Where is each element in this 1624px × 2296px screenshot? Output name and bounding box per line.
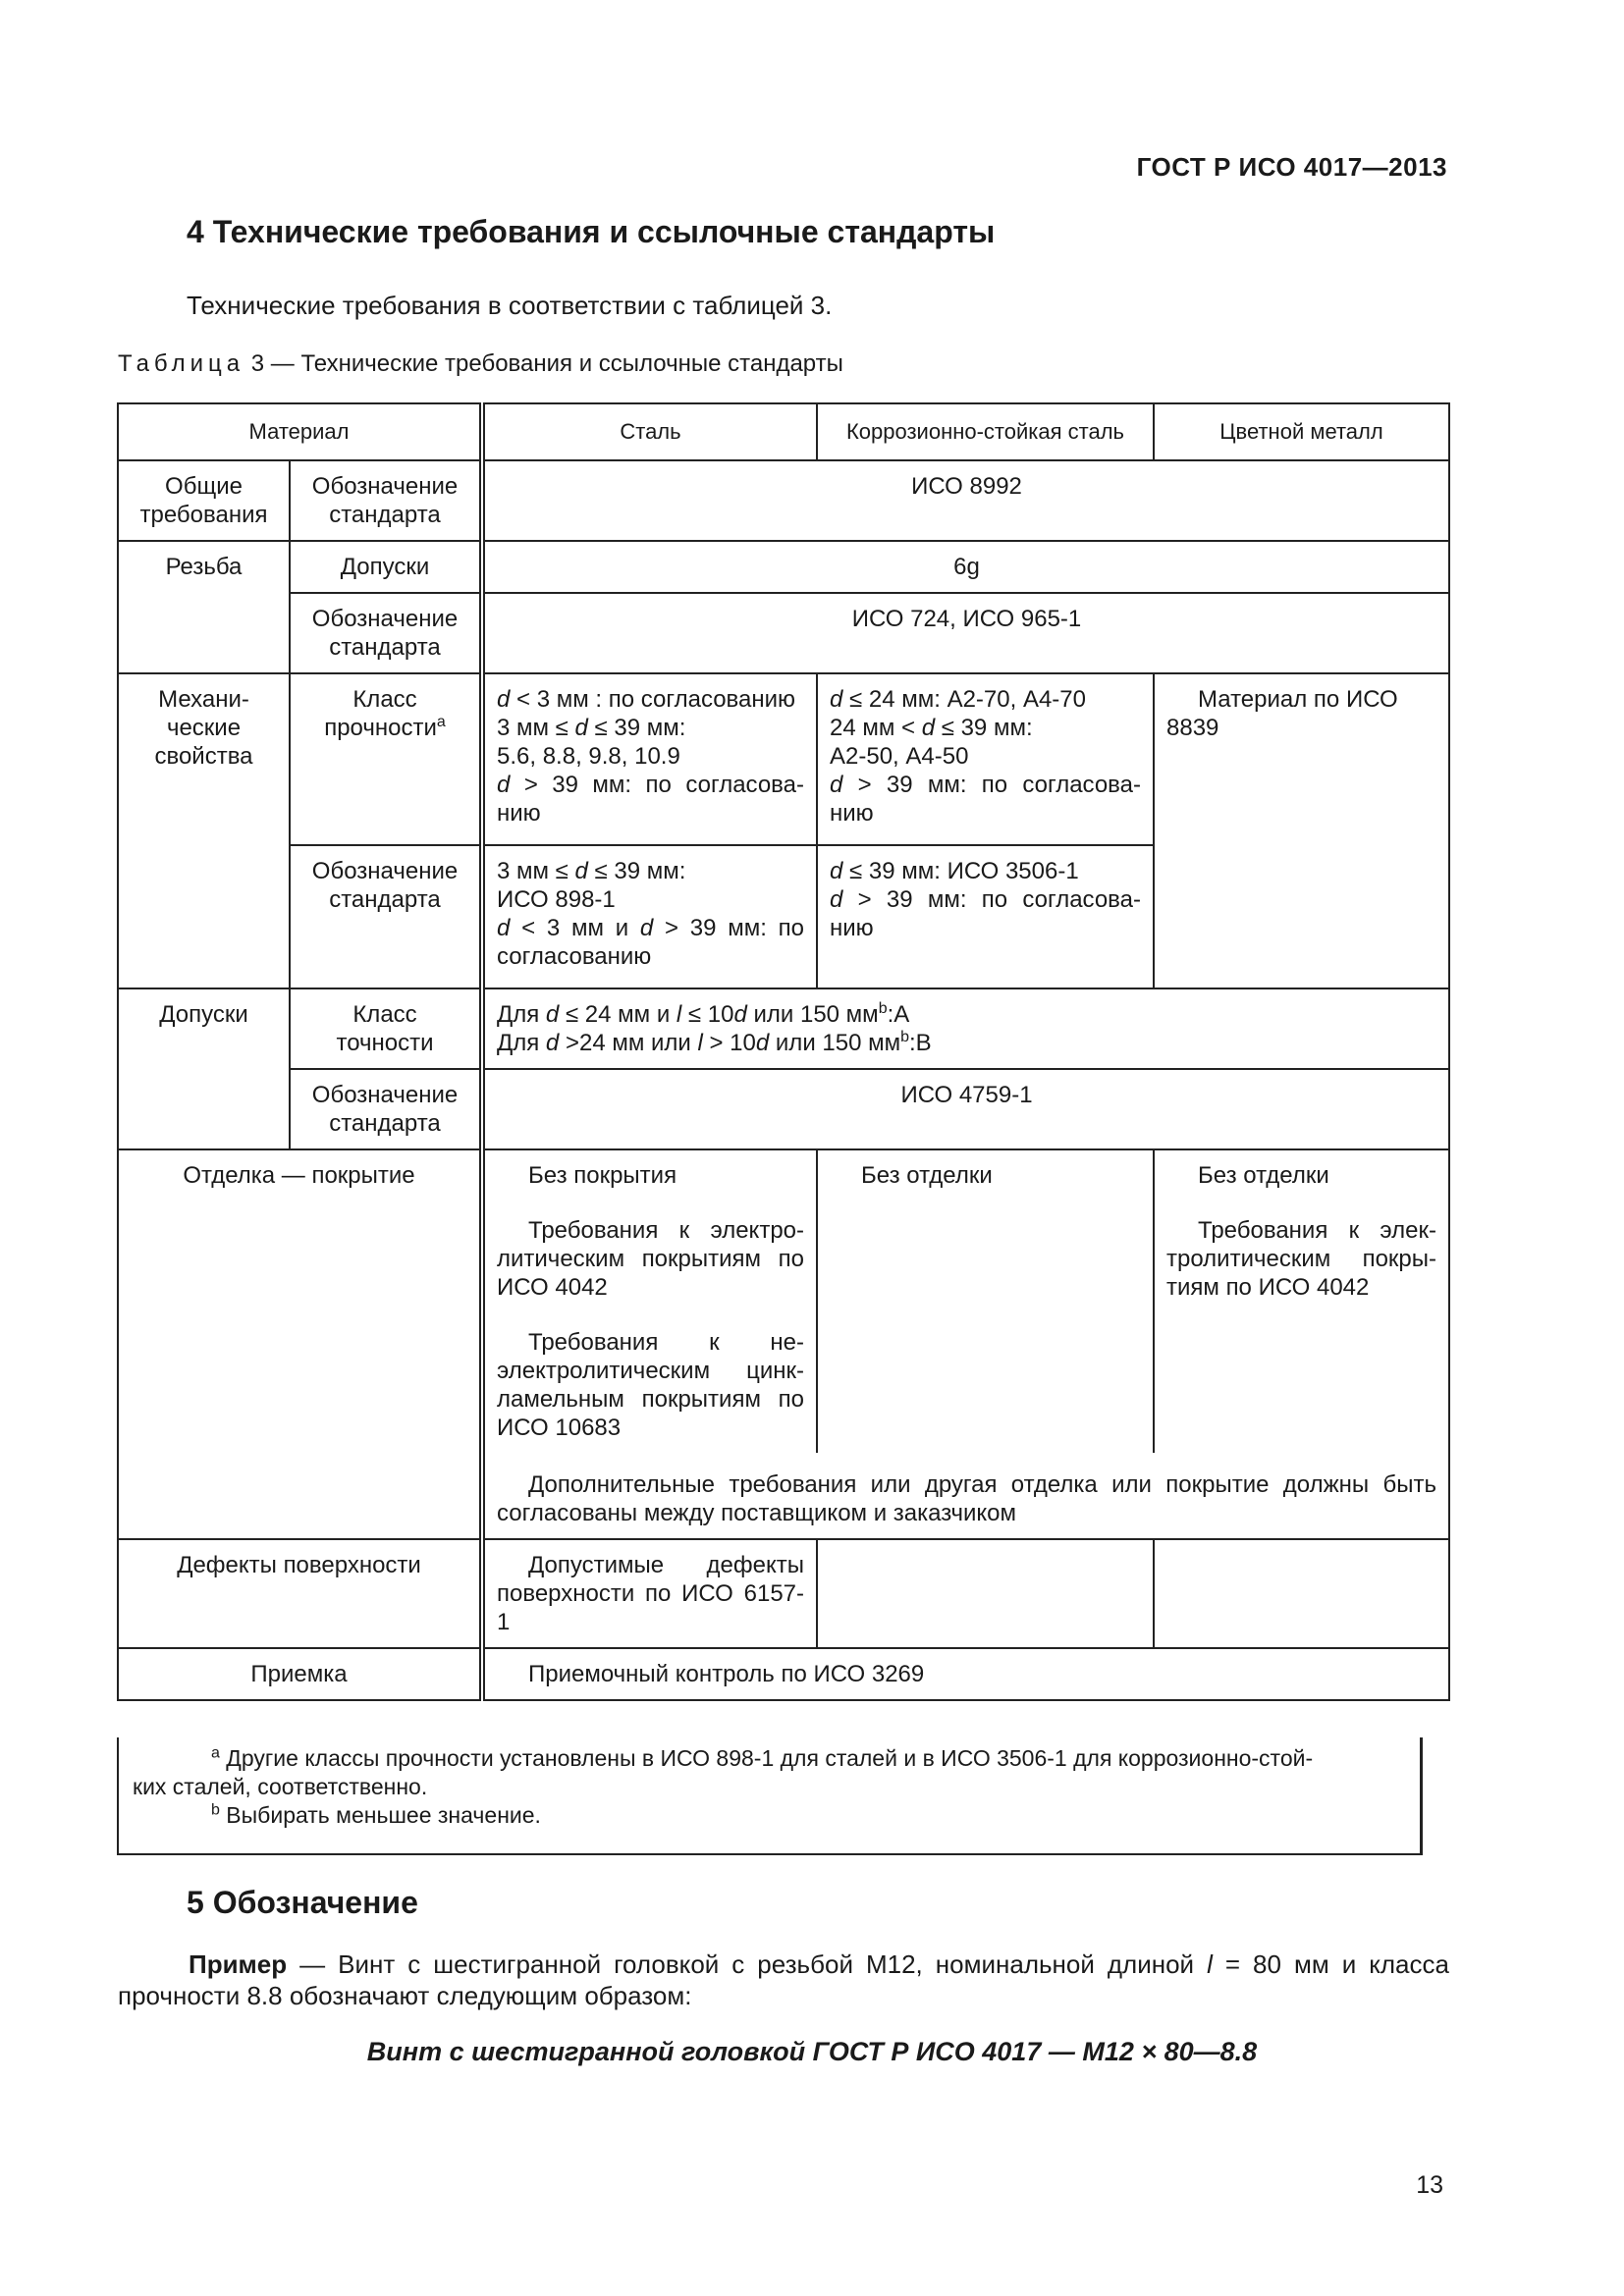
mech-group: Механи-ческие свойства bbox=[118, 673, 290, 988]
mech-std-steel: 3 мм ≤ d ≤ 39 мм: ИСО 898-1 d < 3 мм и d > 39 мм: по согласованию bbox=[482, 845, 817, 988]
table-row bbox=[118, 988, 1449, 1069]
header-stainless: Коррозионно-стойкая сталь bbox=[817, 403, 1154, 460]
table-row bbox=[118, 1149, 1449, 1453]
acceptance-label: Приемка bbox=[118, 1648, 482, 1700]
table-caption: Таблица 3 — Технические требования и ссылочные стандарты bbox=[118, 350, 843, 377]
section-5-title: 5 Обозначение bbox=[187, 1885, 418, 1920]
tolerances-std-label: Обозначение стандарта bbox=[290, 1069, 482, 1149]
general-std-label: Обозначение стандарта bbox=[290, 460, 482, 541]
page-number: 13 bbox=[1416, 2171, 1443, 2199]
table-header-row bbox=[118, 403, 1449, 460]
defects-nonferrous bbox=[1154, 1539, 1449, 1648]
finish-nonferrous: Без отделки Требования к элек-тролитическим покры-тиям по ИСО 4042 bbox=[1154, 1149, 1449, 1453]
section-4-title: 4 Технические требования и ссылочные стандарты bbox=[187, 214, 996, 249]
tolerances-class-value: Для d ≤ 24 мм и l ≤ 10d или 150 $мм^b:A$ Для d >24 мм или l > 10d или 150 $мм^b:B$ bbox=[482, 988, 1449, 1069]
mech-class-steel: d < 3 мм : по согласованию 3 мм ≤ d ≤ 39 мм: 5.6, 8.8, 9.8, 10.9 d > 39 мм: по согласова- нию bbox=[482, 673, 817, 845]
finish-steel: Без покрытия Требования к электро-литическим покрытиям по ИСО 4042 Требования к не-электролитическим цинк-ламельным покрытиям по ИСО 10683 bbox=[482, 1149, 817, 1453]
table-row bbox=[118, 1539, 1449, 1648]
acceptance-value: Приемочный контроль по ИСО 3269 bbox=[482, 1648, 1449, 1700]
table-row bbox=[118, 1069, 1449, 1149]
finish-label: Отделка — покрытие bbox=[118, 1149, 482, 1539]
footnote-a: $^a$ Другие классы прочности установлены в ИСО 898-1 для сталей и в ИСО 3506-1 для коррозионно-стой- bbox=[211, 1744, 1314, 1771]
example-paragraph: Пример — Винт с шестигранной головкой с резьбой М12, номинальной длиной l = 80 мм и класса прочности 8.8 обозначают следующим образом: bbox=[118, 1949, 1449, 2010]
defects-stainless bbox=[817, 1539, 1154, 1648]
section-4-intro: Технические требования в соответствии с таблицей 3. bbox=[187, 291, 833, 320]
thread-std-value: ИСО 724, ИСО 965-1 bbox=[482, 593, 1449, 673]
header-nonferrous: Цветной металл bbox=[1154, 403, 1449, 460]
defects-label: Дефекты поверхности bbox=[118, 1539, 482, 1648]
footnote-b: $^b$ Выбирать меньшее значение. bbox=[211, 1801, 541, 1828]
table-footnotes bbox=[117, 1737, 1423, 1855]
document-code-header: ГОСТ Р ИСО 4017—2013 bbox=[1136, 152, 1447, 182]
mech-std-label: Обозначение стандарта bbox=[290, 845, 482, 988]
footnote-a-cont: ких сталей, соответственно. bbox=[133, 1774, 428, 1799]
general-value: ИСО 8992 bbox=[482, 460, 1449, 541]
requirements-table bbox=[117, 402, 1450, 1701]
thread-tol-value: 6g bbox=[482, 541, 1449, 593]
tolerances-group: Допуски bbox=[118, 988, 290, 1149]
mech-std-stainless: d ≤ 39 мм: ИСО 3506-1 d > 39 мм: по согласова- нию bbox=[817, 845, 1154, 988]
header-material: Материал bbox=[118, 403, 482, 460]
thread-group: Резьба bbox=[118, 541, 290, 673]
finish-stainless: Без отделки bbox=[817, 1149, 1154, 1453]
defects-steel: Допустимые дефекты поверхности по ИСО 6157-1 bbox=[482, 1539, 817, 1648]
table-row bbox=[118, 460, 1449, 541]
header-steel: Сталь bbox=[482, 403, 817, 460]
general-group: Общие требования bbox=[118, 460, 290, 541]
table-row bbox=[118, 541, 1449, 593]
thread-std-label: Обозначение стандарта bbox=[290, 593, 482, 673]
thread-tol-label: Допуски bbox=[290, 541, 482, 593]
table-row bbox=[118, 593, 1449, 673]
finish-additional: Дополнительные требования или другая отделка или покрытие должны быть согласованы между поставщиком и заказчиком bbox=[482, 1453, 1449, 1539]
tolerances-std-value: ИСО 4759-1 bbox=[482, 1069, 1449, 1149]
tolerances-class-label: Класс точности bbox=[290, 988, 482, 1069]
mech-class-label: Класс прочности$^a$ bbox=[290, 673, 482, 845]
mech-class-stainless: d ≤ 24 мм: А2-70, А4-70 24 мм < d ≤ 39 мм: А2-50, А4-50 d > 39 мм: по согласова- нию bbox=[817, 673, 1154, 845]
designation-example: Винт с шестигранной головкой ГОСТ Р ИСО 4017 — М12 × 80—8.8 bbox=[366, 2037, 1258, 2066]
mech-nonferrous: Материал по ИСО 8839 bbox=[1154, 673, 1449, 988]
table-row bbox=[118, 1648, 1449, 1700]
table-row bbox=[118, 673, 1449, 845]
